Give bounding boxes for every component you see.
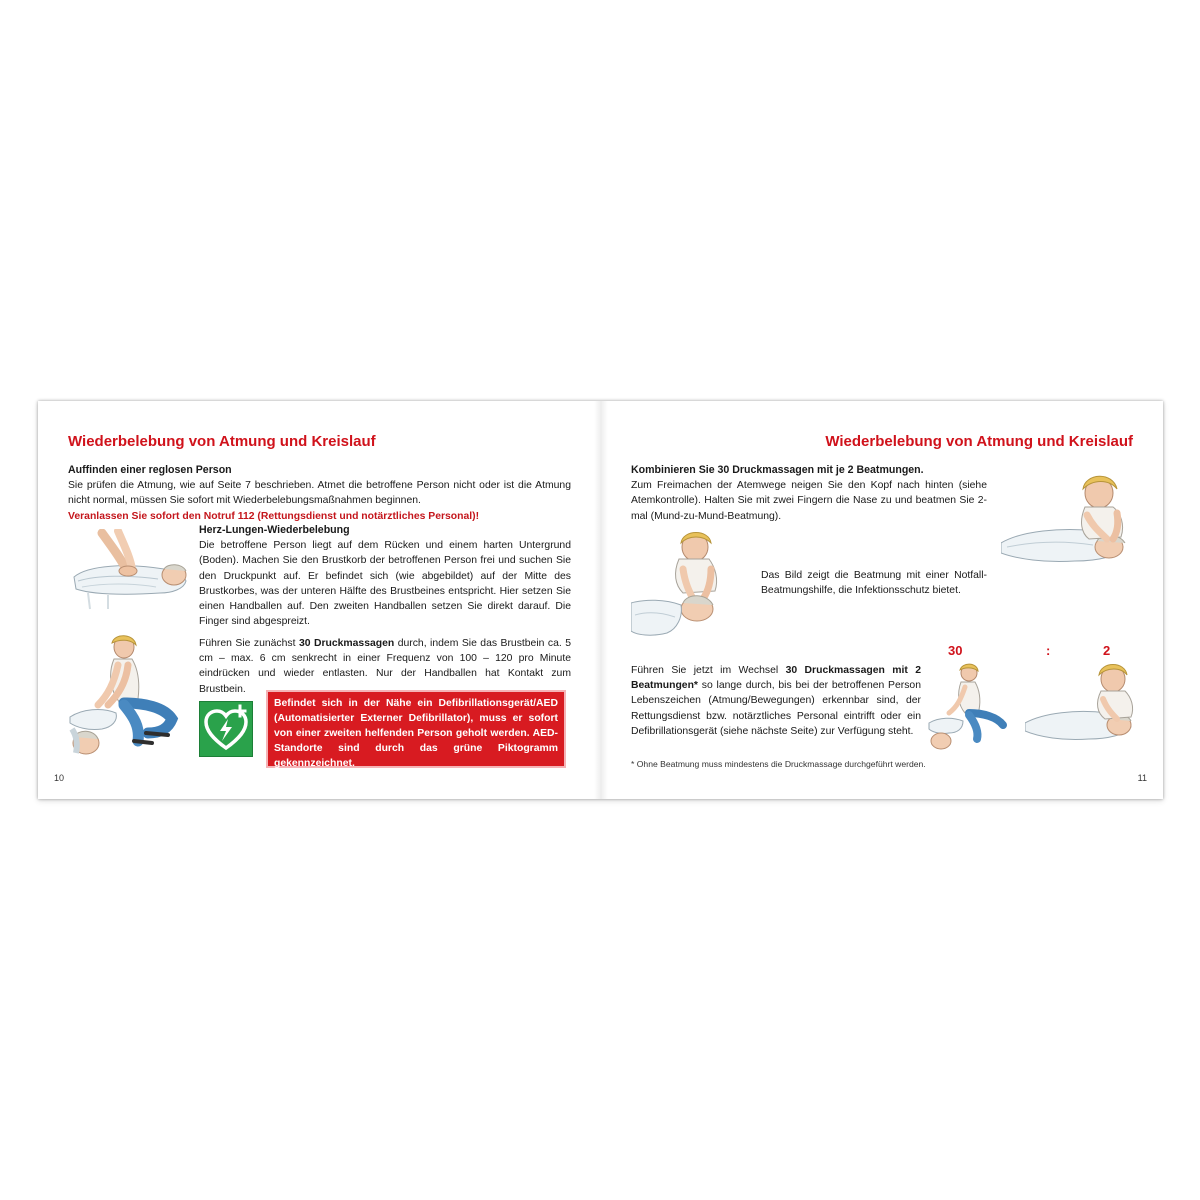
aed-warning-box: Befindet sich in der Nähe ein Defibrillationsgerät/AED (Automatisierter Externer Defibrillator), muss er sofort von einer zweiten helfenden Person geholt werden. AED-Standorte sind durch das grüne Piktogramm gekennzeichnet. (266, 690, 566, 768)
aed-pictogram (199, 701, 253, 757)
section-compressions-text: durch, indem Sie das Brustbein ca. 5 cm – max. 6 cm senkrecht in einer Frequenz von 100 – 120 pro Minute eindrücken und wieder entlasten. Nur der Handballen hat Kontakt zum Brustbein. (199, 638, 571, 695)
section-alternate-intro: Führen Sie jetzt im Wechsel (631, 665, 786, 676)
illustration-compressions-small (927, 663, 1019, 753)
section-find-person (68, 463, 571, 524)
section-combine-text: Zum Freimachen der Atemwege neigen Sie den Kopf nach hinten (siehe Atemkontrolle). Halten Sie mit zwei Fingern die Nase zu und beatmen Sie 2-mal (Mund-zu-Mund-Beatmung). (631, 480, 987, 522)
section-compressions-intro: Führen Sie zunächst (199, 638, 299, 649)
section-cpr (199, 523, 571, 629)
section-find-person-text: Sie prüfen die Atmung, wie auf Seite 7 beschrieben. Atmet die betroffene Person nicht oder ist die Atmung nicht normal, müssen Sie sofort mit Wiederbelebungsmaßnahmen beginnen. (68, 480, 571, 507)
section-compressions (199, 636, 571, 697)
ratio-separator: : (1046, 643, 1051, 658)
section-find-person-heading: Auffinden einer reglosen Person (68, 464, 232, 476)
section-alternate (631, 663, 921, 739)
right-page-number: 11 (1137, 773, 1147, 783)
left-page (38, 401, 600, 799)
footnote: * Ohne Beatmung muss mindestens die Druckmassage durchgeführt werden. (631, 759, 926, 769)
section-combine (631, 463, 987, 524)
section-combine-heading: Kombinieren Sie 30 Druckmassagen mit je 2 Beatmungen. (631, 464, 924, 476)
illustration-breathing-small (1025, 659, 1145, 753)
left-page-number: 10 (54, 773, 65, 783)
section-alternate-highlight: 30 Druckmassagen mit 2 Beatmungen* (631, 665, 921, 692)
illustration-rescue-breathing (1001, 467, 1141, 579)
section-cpr-text: Die betroffene Person liegt auf dem Rücken und einem harten Untergrund (Boden). Machen Sie den Brustkorb der betroffenen Person frei und suchen Sie den Druckpunkt auf. Er befindet sich (wie abgebildet) auf der Mitte des Brustkorbes, was der unteren Hälfte des Brustbeines entspricht. Hier setzen Sie einen Handballen auf. Den zweiten Handballen setzen Sie direkt darauf. Die Finger sind abgespreizt. (199, 540, 571, 628)
mask-caption: Das Bild zeigt die Beatmung mit einer Notfall-Beatmungshilfe, die Infektionsschutz bietet. (761, 570, 987, 597)
illustration-chest-compressions (68, 633, 190, 763)
ratio-compressions: 30 (948, 643, 963, 658)
ratio-breaths: 2 (1103, 643, 1111, 658)
right-page-title: Wiederbelebung von Atmung und Kreislauf (825, 433, 1133, 450)
booklet-spread (38, 401, 1163, 799)
illustration-hand-placement (68, 529, 192, 611)
aed-heart-icon (200, 702, 252, 756)
section-cpr-heading: Herz-Lungen-Wiederbelebung (199, 524, 350, 536)
section-alternate-text: so lange durch, bis bei der betroffenen Person Lebenszeichen (Atmung/Bewegungen) erkennbar sind, der Rettungsdienst bzw. notärztliches Personal eintrifft oder ein Defibrillationsgerät (siehe nächste Seite) zur Verfügung steht. (631, 680, 921, 737)
right-page (601, 401, 1163, 799)
section-compressions-highlight: 30 Druckmassagen (298, 638, 395, 649)
emergency-call-alert: Veranlassen Sie sofort den Notruf 112 (Rettungsdienst und notärztliches Personal)! (68, 510, 480, 522)
illustration-mask-ventilation (631, 529, 741, 641)
left-page-title: Wiederbelebung von Atmung und Kreislauf (68, 433, 376, 450)
